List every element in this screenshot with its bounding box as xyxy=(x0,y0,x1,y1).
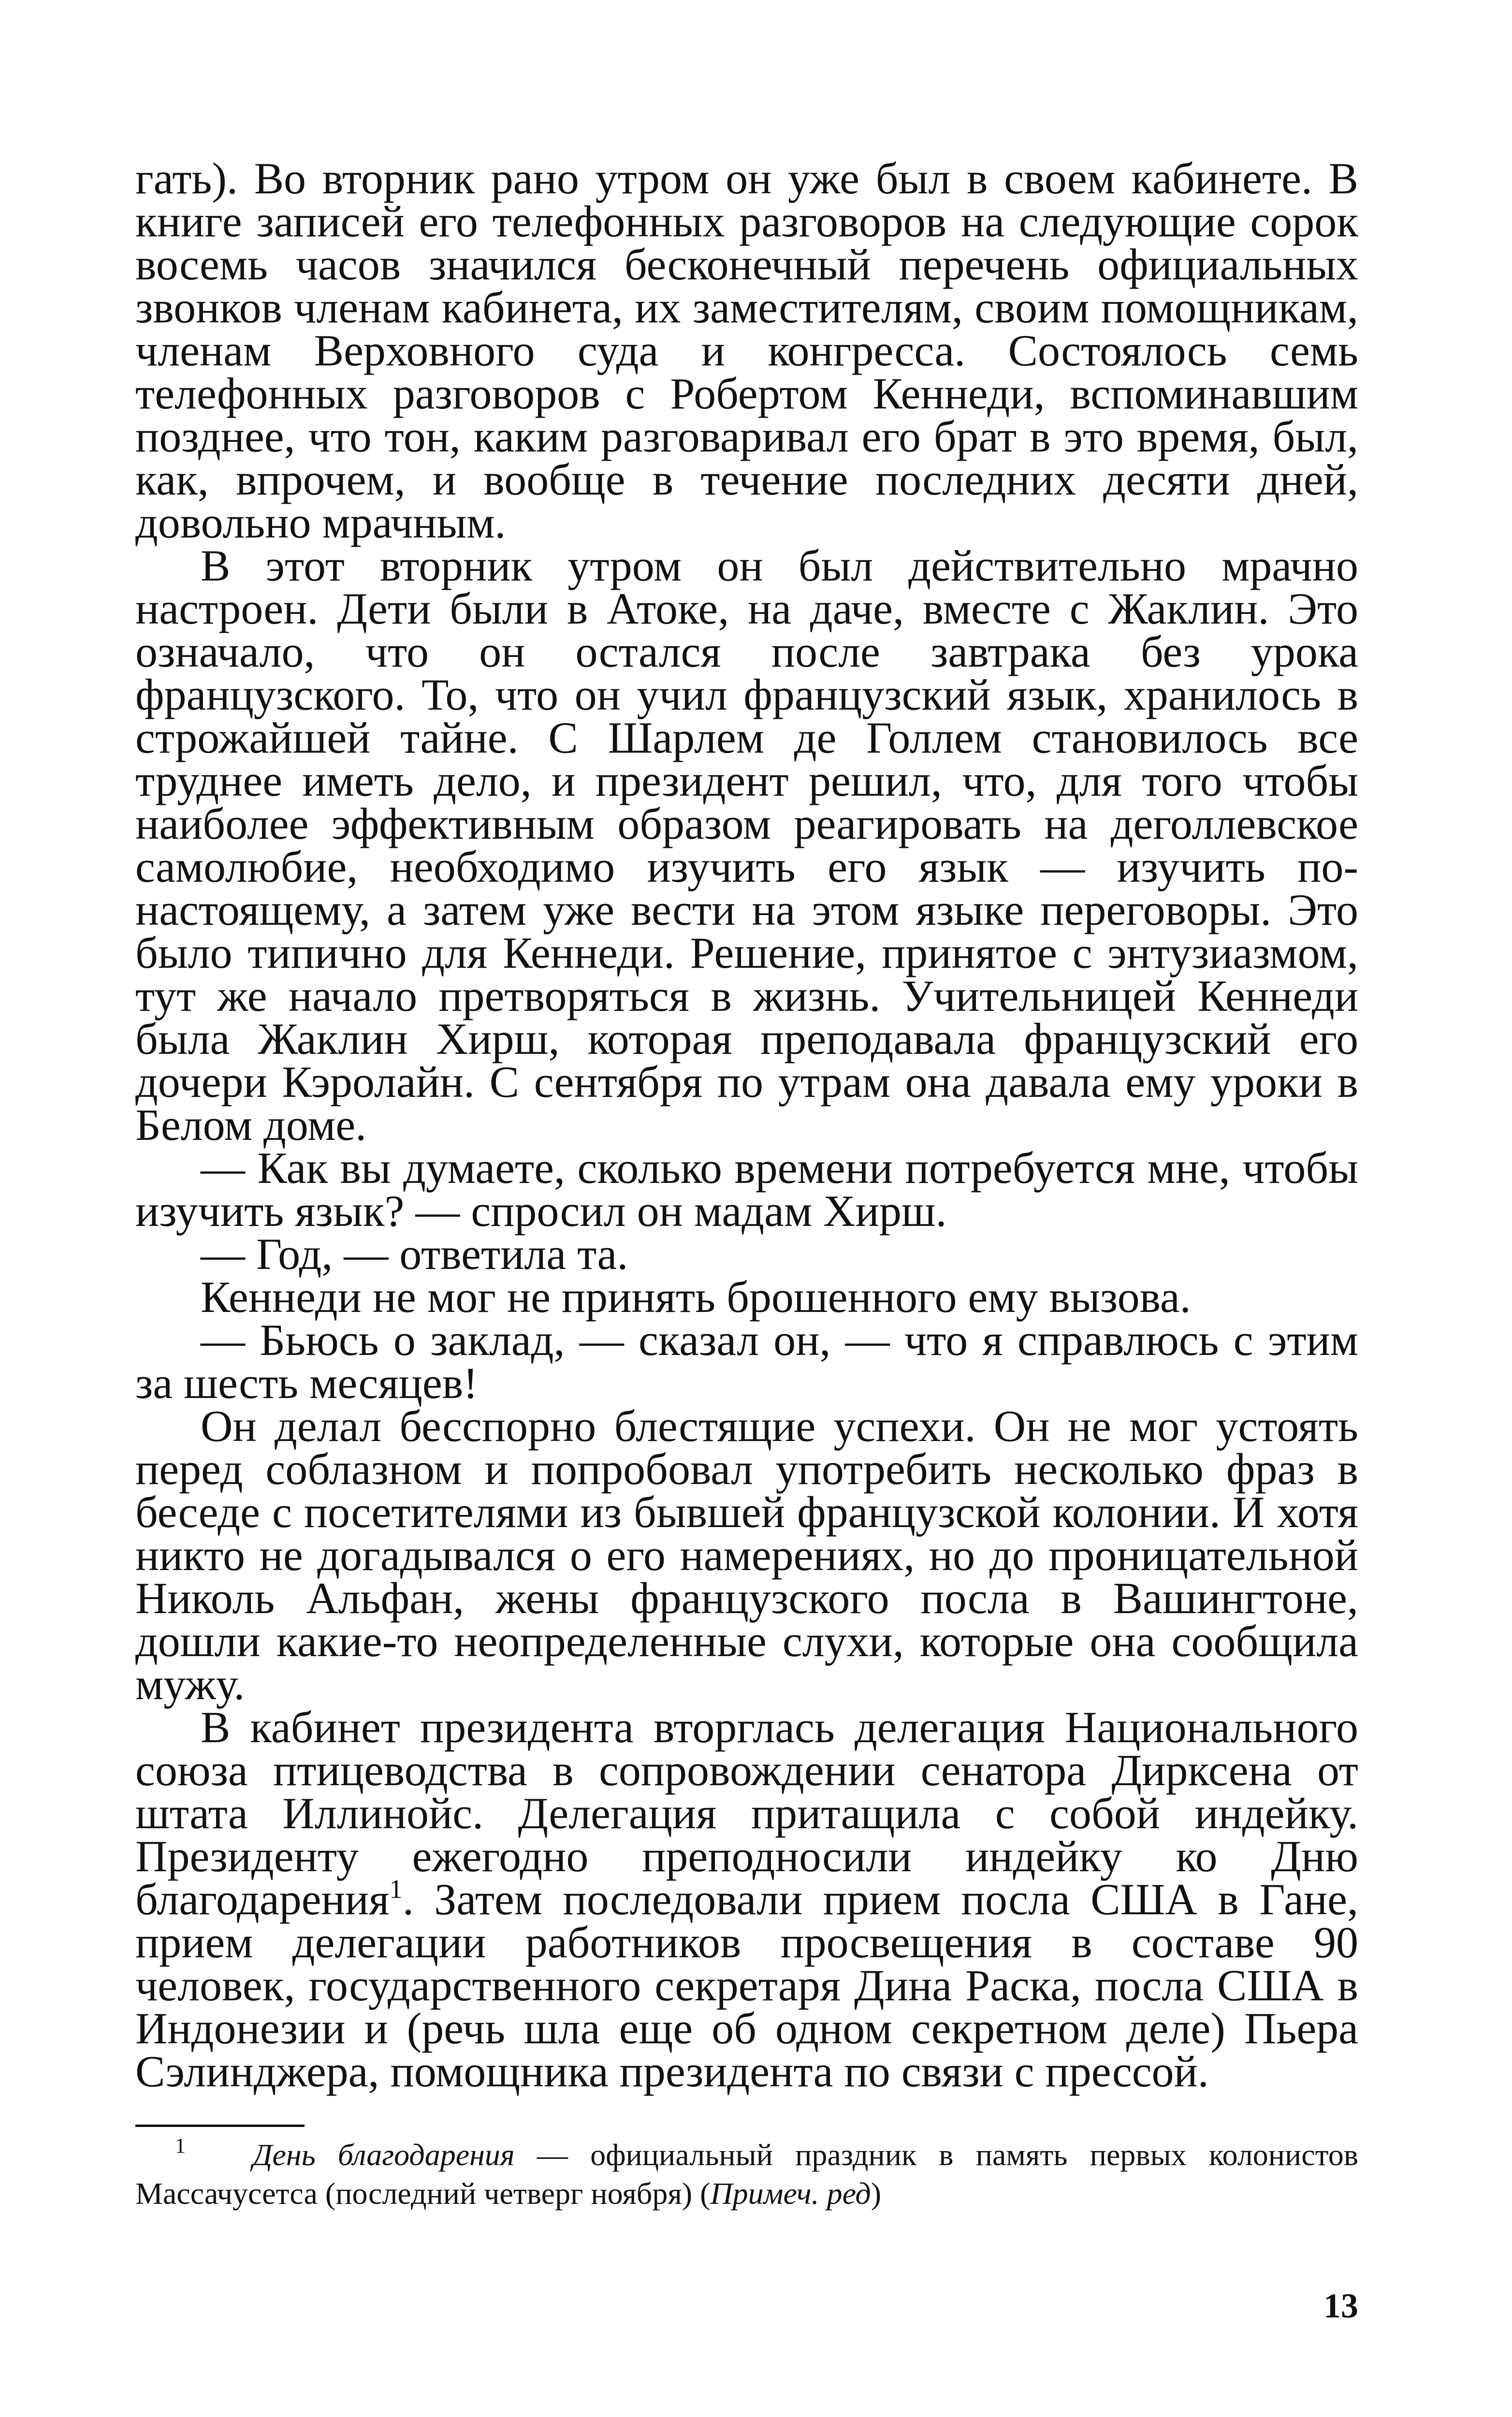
page-number: 13 xyxy=(1323,2286,1358,2325)
footnote-divider xyxy=(135,2125,305,2127)
footnote xyxy=(135,2136,1358,2213)
paragraph-text: В кабинет президента вторглась делегация Национального союза птицеводства в сопровождении сенатора Дирксена от штата Иллинойс. Делегация притащила с собой индейку. Президенту ежегодно преподносили индейку ко Дню благодарения xyxy=(135,1703,1358,1924)
paragraph: В этот вторник утром он был действительно мрачно настроен. Дети были в Атоке, на даче, вместе с Жаклин. Это означало, что он остался после завтрака без урока французского. То, что он учил французский язык, хранилось в строжайшей тайне. С Шарлем де Голлем становилось все труднее иметь дело, и президент решил, что, для того чтобы наиболее эффективным образом реагировать на деголлевское самолюбие, необходимо изучить его язык — изучить по-настоящему, а затем уже вести на этом языке переговоры. Это было типично для Кеннеди. Решение, принятое с энтузиазмом, тут же начало претворяться в жизнь. Учительницей Кеннеди была Жаклин Хирш, которая преподавала французский его дочери Кэролайн. С сентября по утрам она давала ему уроки в Белом доме. xyxy=(135,541,1358,1150)
footnote-note-close: ) xyxy=(871,2176,882,2211)
dialogue-line: — Как вы думаете, сколько времени потребуется мне, чтобы изучить язык? — спросил он мадам Хирш. xyxy=(135,1143,1358,1236)
dialogue-line: — Бьюсь о заклад, — сказал он, — что я справлюсь с этим за шесть месяцев! xyxy=(135,1315,1358,1408)
paragraph: гать). Во вторник рано утром он уже был в своем кабинете. В книге записей его телефонных разговоров на следующие сорок восемь часов значился бесконечный перечень официальных звонков членам кабинета, их заместителям, своим помощникам, членам Верховного суда и конгресса. Состоялось семь телефонных разговоров с Робертом Кеннеди, вспоминавшим позднее, что тон, каким разговаривал его брат в это время, был, как, впрочем, и вообще в течение последних десяти дней, довольно мрачным. xyxy=(135,154,1358,547)
footnote-note-open: ( xyxy=(700,2176,711,2211)
paragraph-text: . Затем последовали прием посла США в Гане, прием делегации работников просвещения в составе 90 человек, государственного секретаря Дина Раска, посла США в Индонезии и (речь шла еще об одном секретном деле) Пьера Сэлинджера, помощника президента по связи с прессой. xyxy=(135,1875,1358,2096)
paragraph: Кеннеди не мог не принять брошенного ему вызова. xyxy=(201,1272,1191,1322)
footnote-term: День благодарения xyxy=(252,2138,515,2172)
footnote-number: 1 xyxy=(175,2134,186,2157)
dialogue-line: — Год, — ответила та. xyxy=(201,1229,628,1279)
main-text xyxy=(135,154,1358,2096)
footnote-reference: 1 xyxy=(389,1874,403,1904)
footnote-editor-note: Примеч. ред xyxy=(710,2176,871,2211)
footnote-text: — официальный праздник в память первых колонистов Массачусетса (последний четверг ноября) xyxy=(135,2138,1359,2211)
paragraph: Он делал бесспорно блестящие успехи. Он не мог устоять перед соблазном и попробовал употребить несколько фраз в беседе с посетителями из бывшей французской колонии. И хотя никто не догадывался о его намерениях, но до проницательной Николь Альфан, жены французского посла в Вашингтоне, дошли какие-то неопределенные слухи, которые она сообщила мужу. xyxy=(135,1401,1358,1709)
paragraph-with-footnote xyxy=(135,1703,1358,2096)
